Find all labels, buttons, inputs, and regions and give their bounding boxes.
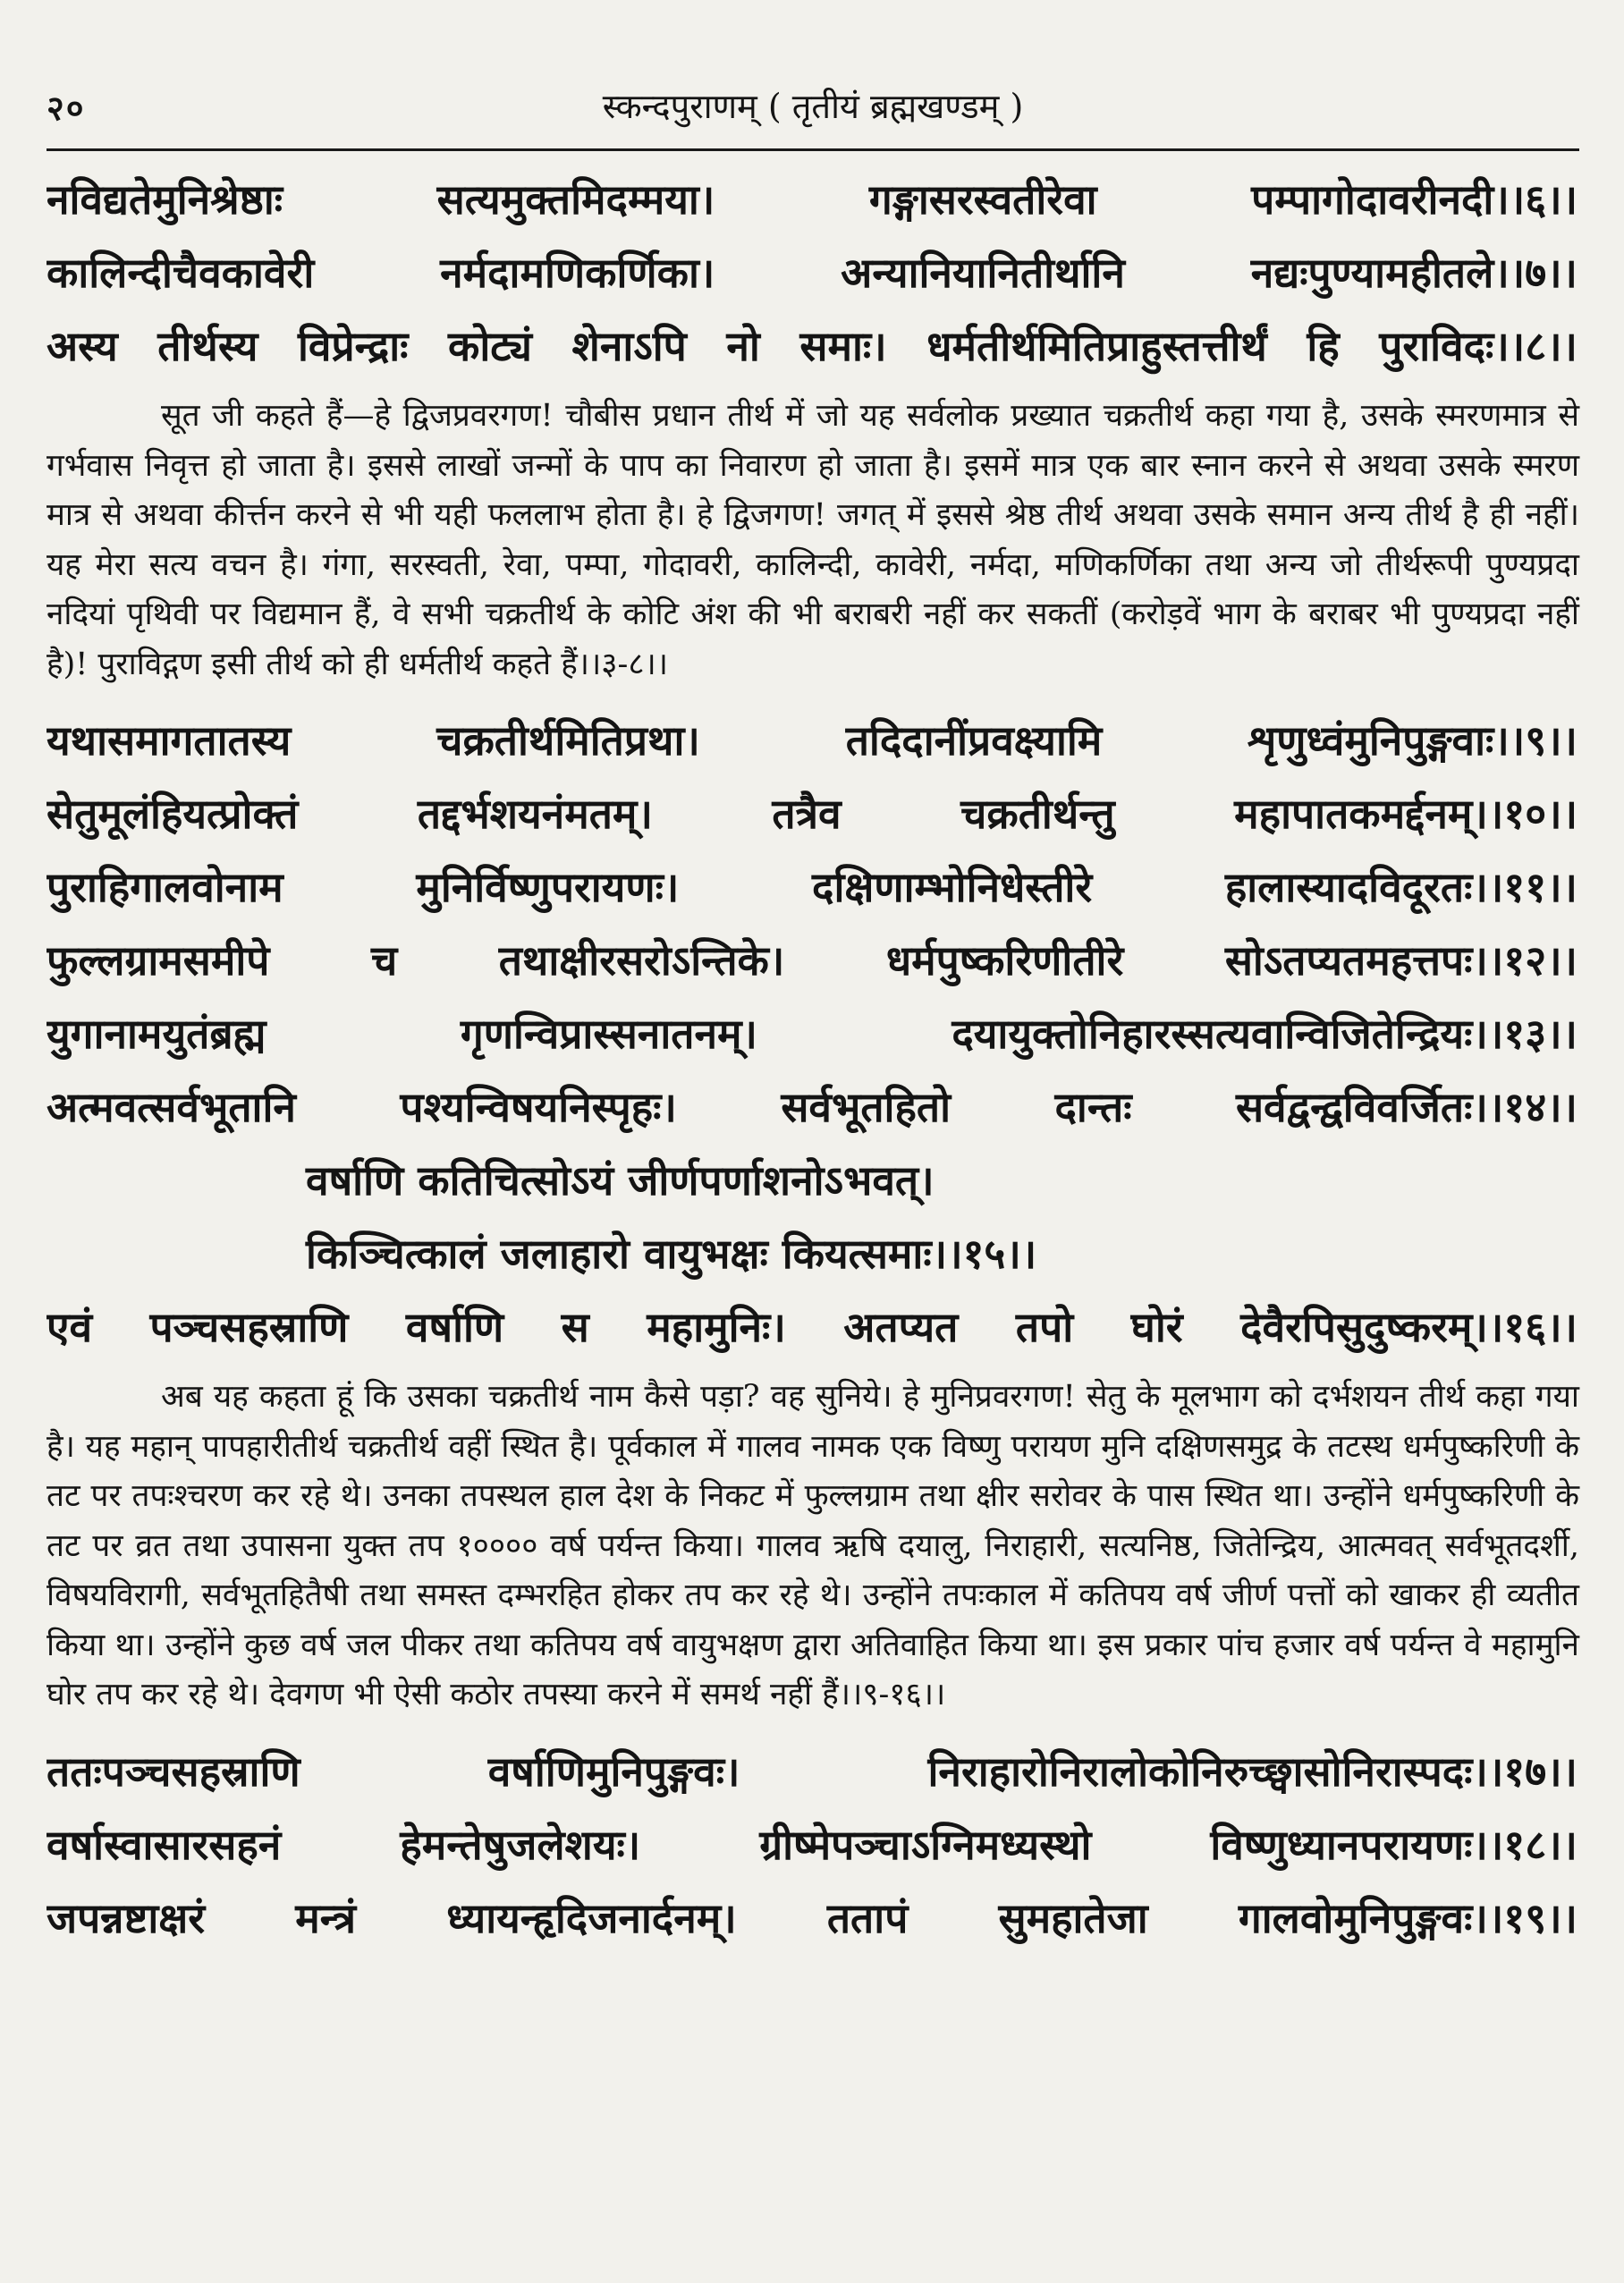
verse-8: अस्य तीर्थस्य विप्रेन्द्राः कोट्यं शेनाऽपि नो समाः। धर्मतीर्थमितिप्राहुस्तत्तीर्थं हि पुराविदः।।८।। xyxy=(47,322,1577,370)
verse-7: कालिन्दीचैवकावेरी नर्मदामणिकर्णिका। अन्यानियानितीर्थानि नद्यःपुण्यामहीतले।।७।। xyxy=(47,249,1577,297)
verse-15-line-1: वर्षाणि कतिचित्सोऽयं जीर्णपर्णाशनोऽभवत्। xyxy=(306,1156,935,1205)
verse-group-17-19 xyxy=(47,1735,1579,1955)
verse-17: ततःपञ्चसहस्राणि वर्षाणिमुनिपुङ्गवः। निराहारोनिरालोकोनिरुच्छ्वासोनिरास्पदः।।१७।। xyxy=(47,1746,1577,1796)
verse-19: जपन्नष्टाक्षरं मन्त्रं ध्यायन्हृदिजनार्दनम्। ततापं सुमहातेजा गालवोमुनिपुङ्गवः।।१९।। xyxy=(47,1893,1577,1942)
verse-10: सेतुमूलंहियत्प्रोक्तं तद्दर्भशयनंमतम्। तत्रैव चक्रतीर्थन्तु महापातकमर्द्दनम्।।१०।। xyxy=(47,790,1577,838)
verse-15-stanza xyxy=(47,1144,1579,1290)
page-header xyxy=(47,70,1579,138)
commentary-paragraph: सूत जी कहते हैं—हे द्विजप्रवरगण! चौबीस प्रधान तीर्थ में जो यह सर्वलोक प्रख्यात चक्रतीर्थ कहा गया है, उसके स्मरणमात्र से गर्भवास निवृत्त हो जाता है। इससे लाखों जन्मों के पाप का निवारण हो जाता है। इसमें मात्र एक बार स्नान करने से अथवा उसके स्मरण मात्र से अथवा कीर्त्तन करने से भी यही फललाभ होता है। हे द्विजगण! जगत् में इससे श्रेष्ठ तीर्थ अथवा उसके समान अन्य तीर्थ है ही नहीं। यह मेरा सत्य वचन है। गंगा, सरस्वती, रेवा, पम्पा, गोदावरी, कालिन्दी, कावेरी, नर्मदा, मणिकर्णिका तथा अन्य जो तीर्थरूपी पुण्यप्रदा नदियां पृथिवी पर विद्यमान हैं, वे सभी चक्रतीर्थ के कोटि अंश की भी बराबरी नहीं कर सकतीं (करोड़वें भाग के बराबर भी पुण्यप्रदा नहीं है)! पुराविद्गण इसी तीर्थ को ही धर्मतीर्थ कहते हैं।।३-८।। xyxy=(47,398,1579,682)
commentary-paragraph: अब यह कहता हूं कि उसका चक्रतीर्थ नाम कैसे पड़ा? वह सुनिये। हे मुनिप्रवरगण! सेतु के मूलभाग को दर्भशयन तीर्थ कहा गया है। यह महान् पापहारीतीर्थ चक्रतीर्थ वहीं स्थित है। पूर्वकाल में गालव नामक एक विष्णु परायण मुनि दक्षिणसमुद्र के तटस्थ धर्मपुष्करिणी के तट पर तपःश्चरण कर रहे थे। उनका तपस्थल हाल देश के निकट में फुल्लग्राम तथा क्षीर सरोवर के पास स्थित था। उन्होंने धर्मपुष्करिणी के तट पर व्रत तथा उपासना युक्त तप १०००० वर्ष पर्यन्त किया। गालव ऋषि दयालु, निराहारी, सत्यनिष्ठ, जितेन्द्रिय, आत्मवत् सर्वभूतदर्शी, विषयविरागी, सर्वभूतहितैषी तथा समस्त दम्भरहित होकर तप कर रहे थे। उन्होंने तपःकाल में कतिपय वर्ष जीर्ण पत्तों को खाकर ही व्यतीत किया था। उन्होंने कुछ वर्ष जल पीकर तथा कतिपय वर्ष वायुभक्षण द्वारा अतिवाहित किया था। इस प्रकार पांच हजार वर्ष पर्यन्त वे महामुनि घोर तप कर रहे थे। देवगण भी ऐसी कठोर तपस्या करने में समर्थ नहीं हैं।।९-१६।। xyxy=(47,1379,1579,1712)
running-title: स्कन्दपुराणम् ( तृतीयं ब्रह्मखण्डम् ) xyxy=(602,87,1024,126)
header-rule xyxy=(47,148,1579,151)
verse-6: नविद्यतेमुनिश्रेष्ठाः सत्यमुक्तमिदम्मया। गङ्गासरस्वतीरेवा पम्पागोदावरीनदी।।६।। xyxy=(47,175,1577,224)
verse-15-line-2: किञ्चित्कालं जलाहारो वायुभक्षः कियत्समाः।।१५।। xyxy=(306,1230,1037,1278)
page-number: २० xyxy=(47,88,86,128)
verse-group-9-14 xyxy=(47,704,1579,1144)
verse-12: फुल्लग्रामसमीपे च तथाक्षीरसरोऽन्तिके। धर्मपुष्करिणीतीरे सोऽतप्यतमहत्तपः।।१२।। xyxy=(47,936,1577,985)
verse-13: युगानामयुतंब्रह्म गृणन्विप्रास्सनातनम्। दयायुक्तोनिहारस्सत्यवान्विजितेन्द्रियः।।१३।। xyxy=(47,1010,1577,1058)
commentary-3-8 xyxy=(47,392,1579,689)
verse-14: अत्मवत्सर्वभूतानि पश्यन्विषयनिस्पृहः। सर्वभूतहितो दान्तः सर्वद्वन्द्वविवर्जितः।।१४।। xyxy=(47,1083,1577,1131)
commentary-9-16 xyxy=(47,1373,1579,1721)
verse-9: यथासमागतातस्य चक्रतीर्थमितिप्रथा। तदिदानींप्रवक्ष्यामि शृणुध्वंमुनिपुङ्गवाः।।९।। xyxy=(47,716,1577,765)
page-body xyxy=(47,163,1579,1955)
verse-11: पुराहिगालवोनाम मुनिर्विष्णुपरायणः। दक्षिणाम्भोनिधेस्तीरे हालास्यादविदूरतः।।११।। xyxy=(47,863,1577,911)
verse-16: एवं पञ्चसहस्राणि वर्षाणि स महामुनिः। अतप्यत तपो घोरं देवैरपिसुदुष्करम्।।१६।। xyxy=(47,1303,1577,1351)
verse-group-6-8 xyxy=(47,163,1579,383)
verse-18: वर्षास्वासारसहनं हेमन्तेषुजलेशयः। ग्रीष्मेपञ्चाऽग्निमध्यस्थो विष्णुध्यानपरायणः।।१८।। xyxy=(47,1820,1577,1869)
